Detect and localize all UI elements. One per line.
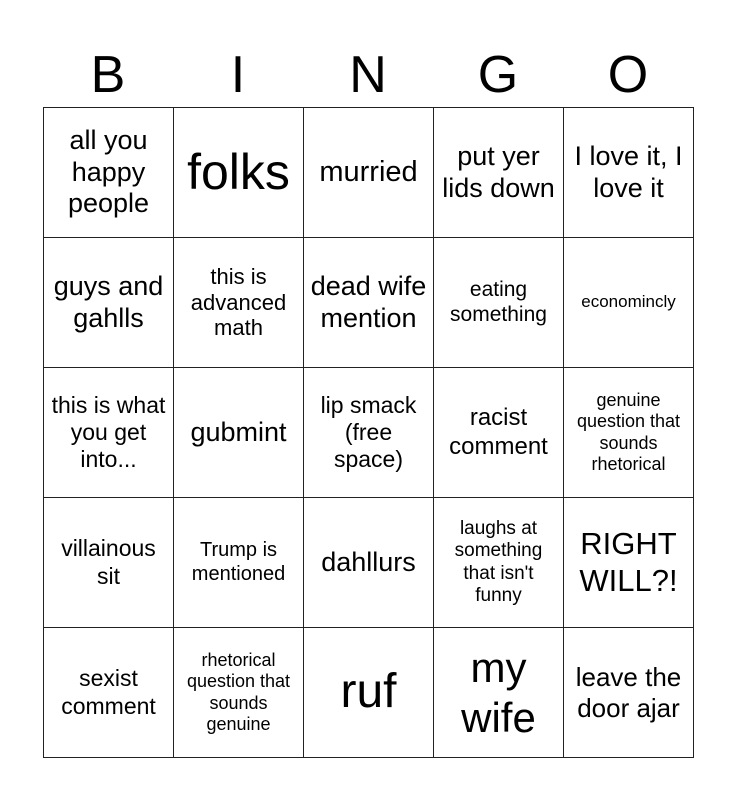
bingo-cell[interactable]: genuine question that sounds rhetorical xyxy=(564,368,694,498)
bingo-cell[interactable]: laughs at something that isn't funny xyxy=(434,498,564,628)
bingo-cell[interactable]: sexist comment xyxy=(44,628,174,758)
board-row-5 xyxy=(44,628,694,758)
bingo-board xyxy=(43,107,694,758)
bingo-cell[interactable]: racist comment xyxy=(434,368,564,498)
bingo-cell[interactable]: eating something xyxy=(434,238,564,368)
bingo-cell[interactable]: leave the door ajar xyxy=(564,628,694,758)
bingo-cell[interactable]: RIGHT WILL?! xyxy=(564,498,694,628)
header-letter-n: N xyxy=(349,46,387,104)
header-letter-g: G xyxy=(477,46,519,104)
bingo-cell[interactable]: this is advanced math xyxy=(174,238,304,368)
bingo-header xyxy=(43,44,693,106)
bingo-cell[interactable]: put yer lids down xyxy=(434,108,564,238)
bingo-cell[interactable]: Trump is mentioned xyxy=(174,498,304,628)
bingo-cell[interactable]: guys and gahlls xyxy=(44,238,174,368)
bingo-cell[interactable]: all you happy people xyxy=(44,108,174,238)
header-letter-b: B xyxy=(90,46,126,104)
header-letter-o: O xyxy=(607,46,649,104)
board-row-2 xyxy=(44,238,694,368)
bingo-cell[interactable]: my wife xyxy=(434,628,564,758)
bingo-cell[interactable]: economincly xyxy=(564,238,694,368)
board-row-1 xyxy=(44,108,694,238)
bingo-cell[interactable]: murried xyxy=(304,108,434,238)
bingo-cell[interactable]: villainous sit xyxy=(44,498,174,628)
bingo-cell[interactable]: ruf xyxy=(304,628,434,758)
bingo-cell[interactable]: this is what you get into... xyxy=(44,368,174,498)
header-letter-i: I xyxy=(230,46,246,104)
board-row-3 xyxy=(44,368,694,498)
bingo-cell[interactable]: lip smack (free space) xyxy=(304,368,434,498)
board-row-4 xyxy=(44,498,694,628)
bingo-cell[interactable]: folks xyxy=(174,108,304,238)
bingo-cell[interactable]: gubmint xyxy=(174,368,304,498)
bingo-cell[interactable]: I love it, I love it xyxy=(564,108,694,238)
bingo-cell[interactable]: dead wife mention xyxy=(304,238,434,368)
bingo-cell[interactable]: dahllurs xyxy=(304,498,434,628)
bingo-cell[interactable]: rhetorical question that sounds genuine xyxy=(174,628,304,758)
